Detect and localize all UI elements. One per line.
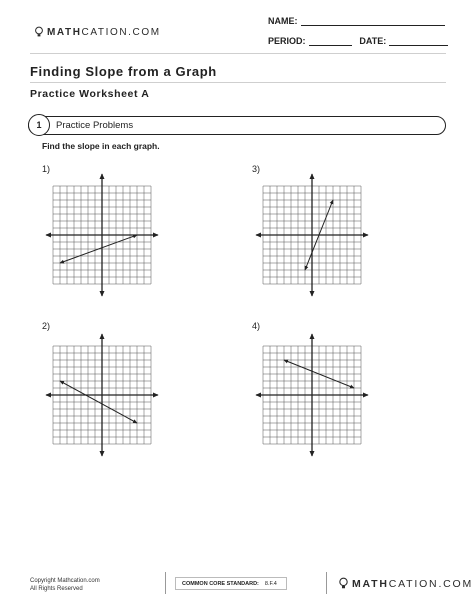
rights-text: All Rights Reserved bbox=[30, 586, 83, 592]
copyright-text: Copyright Mathcation.com bbox=[30, 578, 100, 584]
date-label: DATE: bbox=[359, 36, 387, 46]
lightbulb-icon bbox=[34, 26, 44, 38]
name-row bbox=[268, 16, 448, 26]
name-label: NAME: bbox=[268, 16, 298, 26]
period-date-row bbox=[268, 36, 448, 46]
footer-logo-text: MATHCATION.COM bbox=[352, 577, 474, 590]
section-label: Practice Problems bbox=[56, 120, 134, 131]
footer-separator-2 bbox=[326, 572, 327, 594]
problem-4-graph bbox=[255, 333, 369, 457]
logo-text: MATHCATION.COM bbox=[47, 26, 161, 38]
footer-copyright bbox=[30, 577, 100, 593]
standard-value: 8.F.4 bbox=[264, 580, 277, 587]
name-field[interactable] bbox=[301, 16, 445, 26]
problem-3-graph bbox=[255, 173, 369, 297]
standard-label: COMMON CORE STANDARD: bbox=[182, 580, 259, 587]
common-core-standard bbox=[175, 577, 287, 590]
section-number-badge: 1 bbox=[28, 114, 50, 136]
lightbulb-icon bbox=[338, 577, 349, 590]
footer-logo bbox=[338, 577, 473, 590]
problem-1-graph bbox=[45, 173, 159, 297]
period-label: PERIOD: bbox=[268, 36, 306, 46]
date-field[interactable] bbox=[389, 36, 448, 46]
problem-1-label: 1) bbox=[42, 164, 51, 174]
period-field[interactable] bbox=[309, 36, 352, 46]
student-info-fields bbox=[268, 16, 448, 56]
title-divider bbox=[30, 82, 446, 83]
header-divider bbox=[30, 53, 446, 54]
problem-2-graph bbox=[45, 333, 159, 457]
page-title: Finding Slope from a Graph bbox=[30, 64, 217, 79]
problem-3-label: 3) bbox=[252, 164, 261, 174]
mathcation-logo bbox=[34, 26, 161, 38]
page-subtitle: Practice Worksheet A bbox=[30, 88, 150, 100]
instructions: Find the slope in each graph. bbox=[42, 141, 160, 151]
footer-separator bbox=[165, 572, 166, 594]
problem-2-label: 2) bbox=[42, 321, 51, 331]
problem-4-label: 4) bbox=[252, 321, 261, 331]
